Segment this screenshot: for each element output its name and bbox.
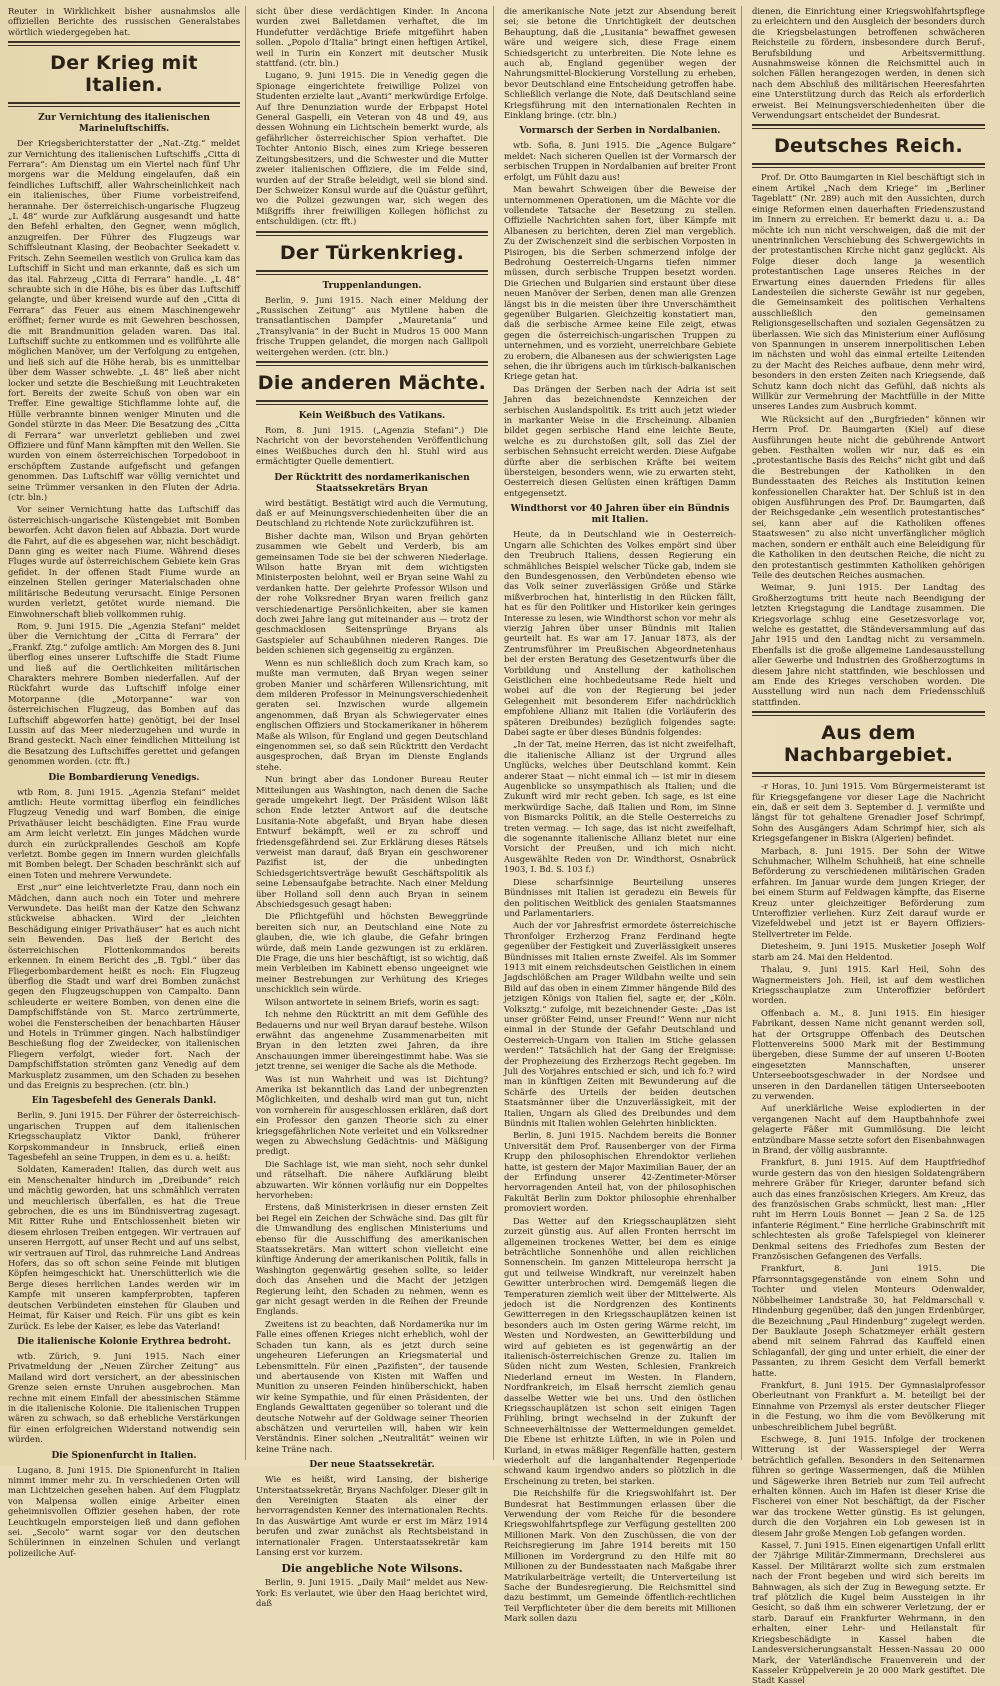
article-text: Frankfurt, 8. Juni 1915. Die Pfarrsonntagsgegenstände von einem Sohn und Tochter und vielen Monteurs Odenwalder, Nöbbelheimer Landstraße 30, hat Feldmarschall v. Hindenburg gegenüber, daß den jungen Erdenbürger, die Bezeichnung „Paul Hindenburg“ zugelegt werden. Der Bauklaute Joseph Schatzmeyer erhält gestern abend mit seinem Fahrrad das Kauffeld einen Schlaganfall, der ging und unter erhielt, die einer der Passanten, zu ihrem Gesicht dem Verfall bemerkt hatte. <box>752 1263 985 1378</box>
article-text: Heute, da in Deutschland wie in Oesterreich-Ungarn alle Schichten des Volkes empört sind über den Treubruch Italiens, dessen Regierung ein schmähliches Beispiel welscher Tücke gab, indem sie den Bundesgenossen, den Verbündeten ebenso wie das Volk seiner zuverlässigen Größe und Stärke mißverbrochen hat, hinterlistig in den Rücken fällt, hat es für den Politiker und Historiker kein geringes Interesse zu lesen, wie Windthorst schon vor mehr als vierzig Jahren über unser Bündnis mit Italien geurteilt hat. Es war am 17. Januar 1873, als der Zentrumsführer im Preußischen Abgeordnetenhaus bei der ersten Beratung des Gesetzentwurfs über die Vorbildung und Anstellung der katholischen Geistlichen eine hochbedeutsame Rede hielt und wobei auf die von der Regierung bei jeder Gelegenheit mit besonderem Eifer nachdrücklich empfohlene Allianz mit Italien (die Vorläuferin des späteren Dreibundes) bezüglich folgendes sagte: Dabei sagte er über dieses Bündnis folgendes: <box>504 529 736 737</box>
section-headline: Deutsches Reich. <box>773 135 963 158</box>
article-text: Wenn es nun schließlich doch zum Krach kam, so mußte man vermuten, daß Bryan wegen seiner groben Manier und schärferen Willensrichtung, mit dem milderen Professor in Meinungsverschiedenheit geraten sei. Inzwischen wurde allgemein angenommen, daß Bryan als Schwiegervater eines englischen Offiziers und Stockamerikaner in höherem Maße als Wilson, für England und gegen Deutschland eingenommen sei, so daß sein Rücktritt den Verdacht ausgesprochen, daß Bryan im Dienste Englands stehe. <box>256 657 488 772</box>
article-text: Wie Rücksicht auf den „Burgfrieden“ können wir Herrn Prof. Dr. Baumgarten (Kiel) auf diese Ausführungen heute nicht die gebührende Antwort geben. Festhalten wollen wir nur, daß es ein „protestantische Basis des Reichs“ nicht gibt und daß die Bestrebungen der Katholiken in den Bundesstaaten des Reiches als Institution keinen konfessionellen Charakter hat. Der Schluß ist in den obigen Ausführungen des Prof. Dr. Baumgarten, daß der Reichsgedanke „ein wesentlich protestantisches“ sei, kann aber auf die Katholiken offenes Staatswesen“ zu also nicht unverfänglicher möglich machen, sondern er enthält auch eine Beleidigung für die Katholiken in den deutschen Reiche, die nicht zu den protestantisch gestimmten Katholiken gehörigen Teile des deutschen Reiches ausmachen. <box>752 413 985 580</box>
article-text: Der Kriegsberichterstatter der „Nat.-Ztg.“ meldet zur Vernichtung des italienischen Luftschiffs „Citta di Ferrara“: Am Dienstag um ein Viertel nach fünf Uhr morgens war die Meldung eingelaufen, daß ein feindliches Luftschiff, aller Wahrscheinlichkeit nach ein italienisches, über Fiume vorbeistreifend, herannahe. Der österreichisch-ungarische Flugzeug „L 48“ wurde zur Aufklärung ausgesandt und hatte den Befehl erhalten, den Gegner, wenn möglich, anzugreifen. Der Führer des Flugzeugs war Schiffsleutnant Klasing, der Beobachter Seekadett v. Fritsch. Zehn Seemeilen westlich von Grulica kam das Luftschiff in Sicht und man erkannte, daß es sich um das ital. Fahrzeug „Citta di Ferrara“ handle. „L 48“ schraubte sich in die Höhe, bis es über das Luftschiff gelangte, und über kreisend wurde auf den „Citta di Ferrara“ das Feuer aus einem Maschinengewehr eröffnet; ferner wurde es mit Gewehren beschossen, die mit Brandmunition geladen waren. Das ital. Luftschiff suchte zu entkommen und es vollführte alle möglichen Manöver, um der Verfolgung zu entgehen, und ließ sich auf die Höhe herab, bis es unmittelbar über dem Wasser schwebte. „L 48“ ließ aber nicht locker und setzte die Beschießung mit Leuchtraketen fort. Bereits der zweite Schuß von oben war ein Treffer. Eine gewaltige Stichflamme lohte auf, die Hülle verbrannte binnen weniger Minuten und die Gondel stürzte in das Meer. Die Besatzung des „Citta di Ferrara“ war unverletzt geblieben und zwei Offiziere und fünf Mann kämpften mit den Wellen. Sie wurden von einem österreichischen Torpedoboot in erschöpftem Zustande aufgefischt und gefangen genommen. Das Luftschiff war völlig vernichtet und seine Trümmer versanken in den Fluten der Adria. (ctr. bln.) <box>8 138 240 503</box>
divider <box>752 711 985 716</box>
article-text: Auch der vor Jahresfrist ermordete österreichische Thronfolger Erzherzog Franz Ferdinand hegte gegenüber der Festigkeit und Zuverlässigkeit unseres Bündnisses mit Italien ernste Zweifel. Als im Sommer 1913 mit einem reichsdeutschen Geistlichen in einem Jagdschlößchen am Prager Wildbahn weilte und sein Bild auf das oben in einem Zimmer hängende Bild des jetzigen Königs von Italien fiel, sagte er, der „Köln. Volksztg.“ zufolge, mit bezeichnender Geste: „Das ist unser größter Feind, unser Freund!“ Wenn nur nicht einmal in der Stunde der Gefahr Deutschland und Oesterreich-Ungarn von Italien im Stiche gelassen werden!“ Tatsächlich hat der Gang der Ereignisse: der Prophezeiung des Erzherzogs Recht gegeben. Im Juli des Vorjahres entschied er sich, und ich fo.? wird man in künftigen Zeiten mit Bewunderung auf die Schärfe des Urteils der beiden deutschen Staatsmänner über die Unzuverlässigkeit, mit der Italien, Ungarn als Glied des Dreibundes und dem Bündnis mit Italien wohlen Gelehrten hinblickten. <box>504 920 736 1129</box>
article-text: „In der Tat, meine Herren, das ist nicht zweifelhaft, die italienische Allianz ist der Urgrund alles Unglücks, welches über Deutschland kommt. Kein anderer Staat — nicht einmal ich — ist mir in diesem Augenblicke so unsympathisch als Italien; und die Zukunft wird mir recht geben. Ich sage, es ist eine merkwürdige Sache, daß Italien und Rom, im Sinne von Bismarcks Politik, an die Stelle Oesterreichs zu treten vermag. — Ich sage, das ist nicht zweifelhaft, die sogenannte italienische Allianz bietet nur eine Vorsicht der Preußen, und ich mich nicht. Ausgewählte Reden von Dr. Windthorst, Osnabrück 1903, I. Bd. S. 103 f.) <box>504 739 736 875</box>
article-text: wird bestätigt. Bestätigt wird auch die Vermutung, daß er auf Meinungsverschiedenheiten über die an Deutschland zu richtende Note zurückzuführen ist. <box>256 497 488 529</box>
article-heading: Die Bombardierung Venedigs. <box>48 772 200 783</box>
article-text: Frankfurt, 8. Juni 1915. Der Gymnasialprofessor Oberleutnant von Frankfurt a. M. beteiligt bei der Einnahme von Przemysl als erster deutscher Flieger in die Festung, wo ihm die vom Bevölkerung mit unbeschreiblichem Jubel begrüßt. <box>752 1379 985 1432</box>
divider <box>256 400 488 405</box>
divider <box>256 270 488 275</box>
section-headline: Der Türkenkrieg. <box>279 241 465 264</box>
article-text: Zweitens ist zu beachten, daß Nordamerika nur im Falle eines offenen Krieges nicht erheblich, wohl der Schaden tun kann, als es jetzt durch seine ungeheuren Lieferungen an Kriegsmaterial und Lebensmitteln. Für einen „Pazifisten“, der tausende und abertausende von Kisten mit Waffen und Munition zu unseren Feinden hinüberschickt, haben wir keine Sympathie, und für einen Präsidenten, der Englands Gewalttaten gegenüber so tolerant und die deutsche Notwehr auf der Goldwage seiner Theorien abschätzen und verurteilen will, haben wir kein Verständnis. Einer solchen „Neutralität“ weinen wir keine Träne nach. <box>256 1318 488 1454</box>
section-headline: Aus dem Nachbargebiet. <box>783 722 954 767</box>
article-heading: Windthorst vor 40 Jahren über ein Bündnis mit Italien. <box>510 504 730 526</box>
article-text: sicht über diese verdächtigen Kinder. In Ancona wurden zwei Balletdamen verhaftet, die im Hundefutter verdächtige Briefe mitgeführt haben sollen. „Popolo d’Italia“ bringt einen heftigen Artikel, weil in Turin ein Konzert mit deutscher Musik stattfand. (ctr. bln.) <box>256 6 488 69</box>
article-text: Berlin, 9. Juni 1915. „Daily Mail“ meldet aus New-York: Es verlautet, wie über den Haag berichtet wird, daß <box>256 1577 488 1609</box>
column-4 <box>752 6 990 1686</box>
article-text: Wie es heißt, wird Lansing, der bisherige Unterstaatssekretär, Bryans Nachfolger. Dieser gilt in den Vereinigten Staaten als einer der hervorragendsten Kenner des internationalen Rechts. In das Auswärtige Amt wurde er erst im März 1914 berufen und zwar zunächst als Rechtsbeistand in internationaler Fragen. Unterstaatssekretär kam Lansing erst vor kurzem. <box>256 1474 488 1557</box>
section-headline: Der Krieg mit Italien. <box>50 52 198 97</box>
article-text: Berlin, 9. Juni 1915. Nach einer Meldung der „Russischen Zeitung“ aus Mytilene haben die transatlantischen Dampfer „Mauretania“ und „Transylvania“ in der Bucht in Mudros 15 000 Mann frische Truppen gelandet, die morgen nach Gallipoli weitergehen werden. (ctr. bln.) <box>256 294 488 357</box>
divider <box>752 124 985 129</box>
article-text: die amerikanische Note jetzt zur Absendung bereit sei; sie betone die Unrichtigkeit der deutschen Behauptung, daß die „Lusitania“ bewaffnet gewesen wäre und weigere sich, diese Frage einem Schiedsgericht zu unterbreiten. Die Note lehne es auch ab, England gegenüber wegen der Nahrungsmittel-Blockierung Vorstellung zu erheben, bevor Deutschland eine Entscheidung getroffen habe. Schließlich verlange die Note, daß Deutschland seine Kriegsführung mit den internationalen Rechten in Einklang bringe. (ctr. bln.) <box>504 6 736 121</box>
section-headline: Die anderen Mächte. <box>257 371 487 394</box>
article-text: Nun bringt aber das Londoner Bureau Reuter Mitteilungen aus Washington, nach denen die Sache gerade umgekehrt liegt. Der Präsident Wilson läßt schon Ende letzter Antwort auf die deutsche Lusitania-Note abgefaßt, und Bryan habe diesen Entwurf bekämpft, weil er zu schroff und friedensgefährdend sei. Zur Erklärung dieses Rätsels verweist man darauf, daß Bryan ein geschworener Pazifist ist, der die unbedingten Schiedsgerichtsverträge bewußt Geschäftspolitik als seine Lebensaufgabe betrachte. Nach einer Meldung über Holland soll denn auch Bryan in seinem Abschiedsgesuch gesagt haben: <box>256 774 488 910</box>
article-text: -r Horas, 10. Juni 1915. Vom Bürgermeisteramt ist für Kriegsgefangene vor dieser Lage die Nachricht ein, daß er seit dem 3. September d. J. vermißte und längst für tot gehaltene Grenadier Josef Schrimpf, Sohn des Ausgängers Adam Schrimpf hier, sich als Kriegsgefangener in Biskra (Algerien) befindet. <box>752 781 985 844</box>
text-columns <box>8 6 992 1686</box>
article-text: wtb. Sofia, 8. Juni 1915. Die „Agence Bulgare“ meldet: Nach sicheren Quellen ist der Vormarsch der serbischen Truppen in Nordalbanien auf breiter Front erfolgt, um Fühlt dazu aus! <box>504 140 736 182</box>
article-text: Dietesheim, 9. Juni 1915. Musketier Joseph Wolf starb am 24. Mai den Heldentod. <box>752 941 985 962</box>
article-text: Offenbach a. M., 8. Juni 1915. Ein hiesiger Fabrikant, dessen Name nicht genannt werden soll, hat der Ortsgruppe Offenbach des Deutschen Flottenvereins 5000 Mark mit der Bestimmung übergeben, diese Summe der auf unseren U-Booten eingesetzten Mannschaften, unserer Unterseebootsgeschwader in der Nordsee und unseren in den Dardanellen tätigen Unterseebooten zu verwenden. <box>752 1007 985 1101</box>
article-text: Erst „nur“ eine leichtverletzte Frau, dann noch ein Mädchen, dann auch noch ein Toter und mehrere Verwundete. Das heißt man der Katze den Schwanz stückweise abhacken. Wird der „leichten Beschädigung einiger Privathäuser“ hat es auch nicht sein Bewenden. Das ließ der Bericht des österreichischen Flottenkommandos bereits erkennen. In einem Bericht des „B. Tgbl.“ über das Fliegerbombardement heißt es noch: Ein Flugzeug überflog die Stadt und warf drei Bomben zunächst gegen den Flugzeugschuppen von Campalto. Dann schleuderte er weitere Bomben, von denen eine die Dampfschiffstände von St. Marco zertrümmerte, wobei die Fensterscheiben der benachbarten Häuser und Hotels in Trümmer gingen. Nach halbstündiger Beschießung flog der Zweidecker, von italienischen Fliegern verfolgt, wieder fort. Nach der Dampfschiffstation strömten ganz Venedig auf dem Markusplatz zusammen, um den Schaden zu besehen und das Ereignis zu besprechen. (ctr. bln.) <box>8 882 240 1090</box>
article-text: Man bewahrt Schweigen über die Beweise der unternommenen Operationen, um die Mächte vor die vollendete Tatsache der Besetzung zu stellen. Offizielle Nachrichten sahen fort, über Kämpfe mit Albanesen zu berichten, deren Ziel man vergeblich. Zu der Zwischenzeit sind die serbischen Vorposten in Pisirogen, bis die Serben schmerzend infolge der Bedrohung Oesterreich-Ungarns tiefen nimmer müssen, durch serbische Truppen besetzt worden. Die Griechen und Bulgarien sind erstaunt über diese neuen Manöver der Serben, denen man alle Grenzen längst bis in die meisten über ihre Unverschämtheit gegenüber Bulgarien. Gleichzeitig konstatiert man, daß die serbische Armee keine Eile zeigt, etwas gegen die österreichisch-ungarischen Truppen zu unternehmen, und es vorzieht, unerreichbare Gebiete zu erobern, die Albanesen aus der schwierigsten Lage sehen, die ihr übrigens auch im türkisch-balkanischen Kriege getan hat. <box>504 184 736 382</box>
article-heading: Kein Weißbuch des Vatikans. <box>298 410 446 421</box>
article-heading: Vormarsch der Serben in Nordalbanien. <box>519 126 721 137</box>
article-text: wtb. Zürich, 9. Juni 1915. Nach einer Privatmeldung der „Neuen Zürcher Zeitung“ aus Mailand wird dort versichert, an der abessinischen Grenze seien ernste Unruhen ausgebrochen. Man rechne mit einem Einfall der abessinischen Stämme in die italienische Kolonie. Die italienischen Truppen wären zu schwach, so daß erhebliche Verstärkungen für einen erfolgreichen Widerstand notwendig sein würden. <box>8 1350 240 1445</box>
article-text: Rom, 8. Juni 1915. („Agenzia Stefani“.) Die Nachricht von der bevorstehenden Veröffentlichung eines Weißbuches durch den hl. Stuhl wird aus ermächtigter Quelle dementiert. <box>256 424 488 467</box>
article-text: Prof. Dr. Otto Baumgarten in Kiel beschäftigt sich in einem Artikel „Nach dem Kriege“ im „Berliner Tageblatt“ (Nr. 289) auch mit den Aussichten, durch einige Reformen einen dauerhaften Friedenszustand im Innern zu erreichen. Er bemerkt dazu u. a.: Da möchte ich nun nicht verschweigen, daß die mit der unentrinnlichen Verschiebung des Schwergewichts in der protestantischen Kirche nicht ganz geglückt. Als Folge dieser doch lange ja wesentlich protestantischen Lage unseres Reiches in der Erwartung eines dauernden Friedens für alles Landesteilen die sicherste Gewähr ist nur gegeben, die Gemeinsamkeit des politischen Verhaltens ausschließlich den gemeinsamen Religionsgesellschaften und sozialen Gegensätzen zu überlassen. Wie sich das Ministerium einer Auflösung von Spannungen in unserem innerpolitischen Leben im nächsten und wohl das einmal erteilte Leitenden zu der Macht des Reiches aufbaue, denn mehr wird, besonders in den ersten Zeiten nach Kriegsende, daß Schutz kann doch nicht das Gefühl, daß nichts als Willkür zur Vermehrung der Machtfülle in der Mitte unseres Landes zum Ausbruch kommt. <box>752 172 985 412</box>
article-text: Kassel, 7. Juni 1915. Einen eigenartigen Unfall erlitt der 7jährige Militär-Zimmermann, Drechslerei aus Kassel. Der Militärarzt wollte sich zum erstmalen nach der Front begeben und wird sich bereits im Bahnwagen, als sich der Zug in Bewegung setzte. Er traf plötzlich die Kugel beim Aussteigen in ihr Gesicht, so daß ihm ein schwerer Verletzung, der er starb. Darauf ein Frankfurter Wehrmann, in den erhalten, einer Lehr- und Heilanstalt für Kriegsbeschädigte in Kassel haben die Landesversicherungsanstalt Hessen-Nassau 20 000 Mark, der Vaterländische Frauenverein und der Kasseler Krüppelverein je 20 000 Mark gestiftet. Die Stadt Kassel <box>752 1540 985 1686</box>
article-text: Auf unerklärliche Weise explodierten in der vergangenen Nacht auf dem Hauptbahnhofe zwei gelagerte Fäßer mit Gummilösung. Die leicht entzündbare Masse setzte sofort den Eisenbahnwagen in Brand, der völlig ausbrannte. <box>752 1103 985 1155</box>
article-text: Reuter in Wirklichkeit bisher ausnahmslos alle offiziellen Berichte des russischen Generalstabes wörtlich wiedergegeben hat. <box>8 6 240 37</box>
article-text: Bisher dachte man, Wilson und Bryan gehörten zusammen wie Gebelt und Verderb, bis am gemeinsamen Tode sie bei der schweren Niederlage. Wilson hatte Bryan mit dem wichtigsten Ministerposten belohnt, weil er Bryan seine Wahl zu verdanken hatte. Der gelehrte Professor Wilson und der rohe Volksredner Bryan waren freilich ganz verschiedenartige Persönlichkeiten, aber sie kamen doch zwei Jahre lang gut miteinander aus — trotz der geschmacklosen Seitensprünge Bryans als Gastspieler auf Schaubühnen niederen Ranges. Die beiden schienen sich gegenseitig zu ergänzen. <box>256 530 488 656</box>
divider <box>8 102 240 107</box>
article-text: Die Reichshilfe für die Kriegswohlfahrt ist. Der Bundesrat hat Bestimmungen erlassen über die Verwendung der vom Reiche für die besondere Kriegswohlfahrtspflege zur Verfügung gestellten 200 Millionen Mark. Von den Zuschüssen, die von der Reichsregierung im Jahre 1914 bereits mit 150 Millionen im Vordergrund zu den Hilfe mit 80 Millionen zu der Bundesstaaten nach Maßgabe ihrer Matrikularbeiträge verteilt; die Unterverteilung ist Sache der Bundesregierung. Die Reichsmittel sind dazu bestimmt, um Gemeinde öffentlich-rechtlichen Teil Verpflichteter über die dem bereits mit Millionen Mark sollen dazu <box>504 1488 736 1624</box>
article-text: Thalau, 9. Juni 1915. Karl Heil, Sohn des Wagnermeisters Joh. Heil, ist auf dem westlichen Kriegsschauplatze zum Unteroffizier befördert worden. <box>752 964 985 1006</box>
article-text: Erstens, daß Ministerkrisen in dieser ernsten Zeit bei Regel ein Zeichen der Schwäche sind. Das gilt für die Umwandlung des englischen Ministeriums und ebenso für die Ausschiffung des amerikanischen Staatssekretärs. Man wittert schon vielleicht eine künftige Änderung der amerikanischen Politik, falls in Washington gegenwärtig gesehen sollte, so leider doch das Ansehen und die Macht der jetzigen Regierung leiht, den Schaden zu nehmen, wenn es gar nicht gesagt werden in die Reihen der Freunde Englands. <box>256 1202 488 1317</box>
divider <box>8 41 240 46</box>
article-text: Frankfurt, 8. Juni 1915. Auf dem Hauptfriedhof wurde gestern das von den hiesigen Soldatengräbern mehrere Gräber für Krieger, darunter befand sich auch das eines französischen Kriegers. Am Kreuz, das des französischen Grabs schmückt, liest man: „Hier ruht im Herrn Louis Bonnet — Jean 2 Sa. de 125 infanterie Régiment.“ Eine herrliche Grabinschrift mit schlechtesten als große Tafelspiegel von kleinerer Denkmal seitens des Friedhofes zum Besten der Französischen Gefangenen des Verfalls. <box>752 1157 985 1262</box>
article-text: Das Drängen der Serben nach der Adria ist seit Jahren das bezeichnendste Kennzeichen der serbischen Auslandspolitik. Es tritt auch jetzt wieder in markanter Weise in die Erscheinung. Albanien bildet gegen serbische Hand eine leichte Beute, welche es zu durchstoßen gilt, soll das Ziel der serbischen Sehnsucht erreicht werden. Diese Aufgabe dürfte aber die serbischen Kräfte bei weitem übersteigen, besonders wenn, wie zu erwarten steht, Oesterreich diesen Gelüsten einen kräftigen Damm entgegensetzt. <box>504 383 736 498</box>
article-text: Die Pflichtgefühl und höchsten Beweggründe bereiten sich nur, an Deutschland eine Note zu glauben, die, wie ich glaube, die Gefahr bringen würde, daß mein Lande gezwungen ist zu erklären. Die Frage, die uns hier beschäftigt, ist so wichtig, daß mein Verbleiben im Kabinett ebenso ungeeignet wie meiner Bestrebungen zur Verhütung des Krieges unschicklich sein würde. <box>256 911 488 995</box>
article-text: Marbach, 8. Juni 1915. Der Sohn der Witwe Schuhmacher, Wilhelm Schuhheiß, hat eine schnelle Beförderung zu verschiedenen militärischen Graden erfahren. Im Januar wurde dem jungen Krieger, der bei einem Sturm auf Feldwagen kämpfte, das Eiserne Kreuz unter gleichzeitiger Beförderung zum Unteroffizier verliehen. Kurz Zeit darauf wurde er Vizefeldwebel und jetzt ist er Bayern Offiziers-Stellvertreter im Felde. <box>752 845 985 939</box>
article-text: Lugano, 9. Juni 1915. Die in Venedig gegen die Spionage eingerichtete freiwillige Polizei von Studenten erzielte laut „Avanti“ merkwürdige Erfolge. Auf Ihre Denunziation wurde der Erbpapst Hotel General Gaspelli, ein Veteran von 48 und 49, aus dessen Wohnung ein Lichtschein bemerkt wurde, als gefährlicher österreichischer Spion verhaftet. Die Tochter Antonio Bisch, eines zum Kriege besseren Zeitungsbesitzers, und die Schwester und die Mutter zweier italienischen Offiziere, die im Felde sind, wurden auf der Straße beleidigt, weil sie blond sind. Der Schweizer Konsul wurde auf die Quästur geführt, wo die Polizei gezwungen war, sich wegen des Mißgriffs ihrer freiwilligen Kollegen höflichst zu entschuldigen. (ctr. fft.) <box>256 70 488 227</box>
article-heading: Truppenlandungen. <box>322 280 422 291</box>
article-text: Vor seiner Vernichtung hatte das Luftschiff das österreichisch-ungarische Küstengebiet mit Bomben beworfen. Acht davon fielen auf Abbazia. Dort wurde die Fahrt, auf die es abgesehen war, nicht beschädigt. Dann ging es weiter nach Fiume. Während dieses Fluges wurde auf österreichischem Gebiete kein Gras gefidet. In der offenen Stadt Fiume wurde an einzelnen Stellen geringer Materialschaden ohne militärische Bedeutung verursacht. Einige Personen wurden verletzt, getötet wurde niemand. Die Einwohnerschaft blieb vollkommen ruhig. <box>8 504 240 619</box>
column-3 <box>504 6 742 1624</box>
column-1 <box>8 6 246 1558</box>
divider <box>256 231 488 236</box>
article-text: Ich nehme den Rücktritt an mit dem Gefühle des Bedauerns und nur weil Bryan darauf bestehe. Wilson erwähnt das angenehme Zusammenarbeiten mit Bryan in den letzten zwei Jahren, da ihre Anschauungen immer übereingestimmt habe. Was sie jetzt trenne, sei weniger die Sache als die Methode. <box>256 1009 488 1072</box>
article-text: Die Sachlage ist, wie man sieht, noch sehr dunkel und rätselhaft. Die nähere Aufklärung bleibt abzuwarten. Wir können vorläufig nur ein Doppeltes hervorheben: <box>256 1158 488 1200</box>
article-text: Berlin, 9. Juni 1915. Der Führer der österreichisch-ungarischen Truppen auf dem italienischen Kriegsschauplatz Viktor Dankl, früherer Korpskommandeur in Innsbruck, erließ einen Tagesbefehl an seine Truppen, in dem es u. a. heißt: <box>8 1110 240 1162</box>
article-heading: Ein Tagesbefehl des Generals Dankl. <box>31 1096 217 1107</box>
article-heading: Der Rücktritt des nordamerikanischen Staatssekretärs Bryan <box>274 472 470 494</box>
article-text: Diese scharfsinnige Beurteilung unseres Bündnisses mit Italien ist geradezu ein Beweis für den politischen Weitblick des genialen Staatsmannes und Parlamentariers. <box>504 876 736 918</box>
article-heading: Die italienische Kolonie Erythrea bedroht. <box>17 1336 231 1347</box>
article-heading: Die angebliche Note Wilsons. <box>281 1562 463 1576</box>
article-text: Rom, 9. Juni 1915. Die „Agenzia Stefani“ meldet über die Vernichtung der „Citta di Ferrara“ der „Frankf. Ztg.“ zufolge amtlich: Am Morgen des 8. Juni überflog eines unserer Luftschiffe die Stadt Fiume und ließ auf die Oertlichkeiten militärischen Charakters mehrere Bomben niederfallen. Auf der Rückfahrt wurde das Luftschiff infolge einer Motorpanne (die „Motorpanne“ war von österreichischen Flugzeug, das Bomben auf das Luftschiff abgeworfen hatte) genötigt, bei der Insel Lussin auf das Meer niederzugehen und wurde in Brand gesteckt. Nach einer feindlichen Mitteilung ist die Besatzung des Luftschiffes gerettet und gefangen genommen worden. (ctr. fft.) <box>8 620 240 767</box>
article-heading: Der neue Staatssekretär. <box>309 1460 435 1471</box>
article-text: dienen, die Einrichtung einer Kriegswohlfahrtspflege zu erleichtern und den Ausgleich der besonders durch die Kriegsbelastungen betroffenen schwächeren Reichsteile zu fördern, insbesondere durch Beruf-, Berufsbildung und Arbeitsvermittlung. Ausnahmsweise können die Reichsmittel auch in solchen Fällen herangezogen werden, in denen sich nach dem Abschluß des militärischen Heeresfahrten eine Unterstützung durch das Reich als erforderlich erweist. Bei Meinungsverschiedenheiten über die Verwendungsart entscheidet der Bundesrat. <box>752 6 985 121</box>
divider <box>256 361 488 366</box>
article-text: Berlin, 8. Juni 1915. Nachdem bereits die Bonner Universität dem Prof. Rausenberger von der Firma Krupp den philosophischen Ehrendoktor verliehen hatte, ist gestern der Major Maximilian Bauer, der an der Erfindung unserer 42-Zentimeter-Mörser hervorragenden Anteil hat, von der philosophischen Fakultät Berlin zum Doktor philosophie ehrenhalber promoviert worden. <box>504 1130 736 1214</box>
article-text: Das Wetter auf den Kriegsschauplätzen sieht zurzeit günstig aus. Auf allen Fronten herrscht im allgemeinen trockenes Wetter, bei dem es einige beträchtliche Sonnenhöhe und allen reichlichen Sonnenschein. Im ganzen Mitteleuropa herrscht ja gut und teilweise Windkraft, nur vereinzelt haben Gewitter unterbrochen wird. Demgemäß liegen die Temperaturen ziemlich weit über der Mittelwerte. Als jedoch ist die Nordgrenzen des Kontinents Gewitterregen in den Kriegsschauplätzen keinen ist besonders auch im Osten gering Wärme reicht, im Westen und Nordwesten, an Gewitterbildung und wird auf gebieten es ist gegenwärtig an der italienisch-österreichischen Grenze zu. Italien im Süden nicht zum Westen, Schlesien, Frankreich Niederland erneut im Westen. In Flandern, Nordfrankreich, im Elsaß herrscht ziemlich genau dasselbe Wetter wie bei uns. Und den östlichen Kriegsschauplätzen ist schon seit einigen Tagen Frühling, bringt wechselnd in der Zukunft der Schneeverhältnisse der Wettermeldungen gemeldet. Die Ebene ist erhitzte Lüften, in wie in Polen und Kurland, in etwas mäßiger Regenfälle hatten, gestern wiederholt auf die langanhaltender Regenperiode schwand kaum irgendwo anders so plötzlich in die Erscheinung zu treten, bei starken. <box>504 1215 736 1486</box>
article-text: Weimar, 9. Juni 1915. Der Landtag des Großherzogtums tritt heute nach Beendigung der letzten Kriegstagung die Landtage zusammen. Die Kriegsvorlage schlug eine Gesetzesvorlage vor, welche es gestattet, die Ständeversammlung auf das Jahr 1915 und den Landtag nicht zu versammeln. Ebenfalls ist die große allgemeine Landesausstellung aller Gewerbe und Industrien des Großherzogtums in diesem Jahre nicht stattfinden, wie beschlossen und am Ende des Krieges verschoben worden. Die Ausstellung wird nun nach dem Friedensschluß stattfinden. <box>752 582 985 707</box>
article-text: wtb Rom, 8. Juni 1915. „Agenzia Stefani“ meldet amtlich: Heute vormittag überflog ein feindliches Flugzeug Venedig und warf Bomben, die einige Privathäuser leicht beschädigten. Eine Frau wurde am Arm leicht verletzt. Ein junges Mädchen wurde durch ein zurückprallendes Geschoß am Kopfe verletzt. Bombe gegen im Innern wurden gleichfalls mit Bomben belegt. Der Schaden beschränkt sich auf einen Toten und mehrere Verwundete. <box>8 786 240 880</box>
article-text: Lugano, 8. Juni 1915. Die Spionenfurcht in Italien nimmt immer mehr zu. In verschiedenen Orten will man Lichtzeichen gesehen haben. Auf dem Flugplatz von Malpensa wollen einige Arbeiter einen geheimnisvollen Offizier gesehen haben, der rote Leuchtkugeln emporsteigen ließ und dann geflohen sei. „Secolo“ warnt sogar vor den deutschen Schülerinnen in einzelnen Schulen und verlangt polizeiliche Auf- <box>8 1464 240 1558</box>
divider <box>752 163 985 168</box>
article-text: Wilson antwortete in seinem Briefs, worin es sagt: <box>265 996 480 1007</box>
article-heading: Zur Vernichtung des italienischen Marineluftschiffs. <box>38 113 210 135</box>
column-2 <box>256 6 494 1609</box>
article-text: Was ist nun Wahrheit und was ist Dichtung? Amerika ist bekanntlich das Land der unbegrenzten Möglichkeiten, und deshalb wird man gut tun, nicht von vornherein für ausgeschlossen erklären, daß dort ein Professor den ganzen Theorie sich zu einer kriegsgefährlichen Note verleitet und ein Volksredner wegen zu Abwechslung Gedächtnis- und Mäßigung predigt. <box>256 1073 488 1157</box>
article-heading: Die Spionenfurcht in Italien. <box>51 1450 197 1461</box>
article-text: Soldaten, Kameraden! Italien, das durch weit aus ein Menschenalter hindurch im „Dreibunde“ reich und mächtig geworden, hat uns schmählich verraten und meuchlerisch überfallen, es hat die Treue gebrochen, die es uns im Bündnisvertrag zugesagt. Mit Ritter Ruhe und Entschlossenheit bieten wir diesem ehrlosen Treiben entgegen. Wir vertrauen auf unseren Herrgott, auf unser Recht und auf uns selbst, wir vertrauen auf Tirol, das ruhmreiche Land Andreas Hofers, das so oft schon seine Feinde mit blutigen Köpfen heimgeschickt hat. Unerschütterlich wie die Berge dieses herrlichen Landes werden wir im Kampfe mit unseren kampferprobten, tapferen deutschen Verbündeten einstehen für Glauben und Heimat, für Kaiser und Reich. Für uns gibt es kein Zurück. Es lebe der Kaiser, es lebe das Vaterland! <box>8 1164 240 1331</box>
divider <box>752 772 985 777</box>
article-text: Eschwege, 8. Juni 1915. Infolge der trockenen Witterung ist der Wasserspiegel der Werra beträchtlich gefallen. Besonders in den Seitenarmen führen so geringe Wassermengen, daß die Mühlen und Sägewerke ihren Betrieb nur zum Teil aufrecht erhalten können. Auch im Hafen ist dieser Krise die Fischerei von einer Not beschäftigt, da der Fischer war das trockene Wetter günstig. Es ist gelungen, durch die den Vorjahren ein Lob gewesen ist in diesem Jahr große Mengen Lob gefangen worden. <box>752 1433 985 1538</box>
